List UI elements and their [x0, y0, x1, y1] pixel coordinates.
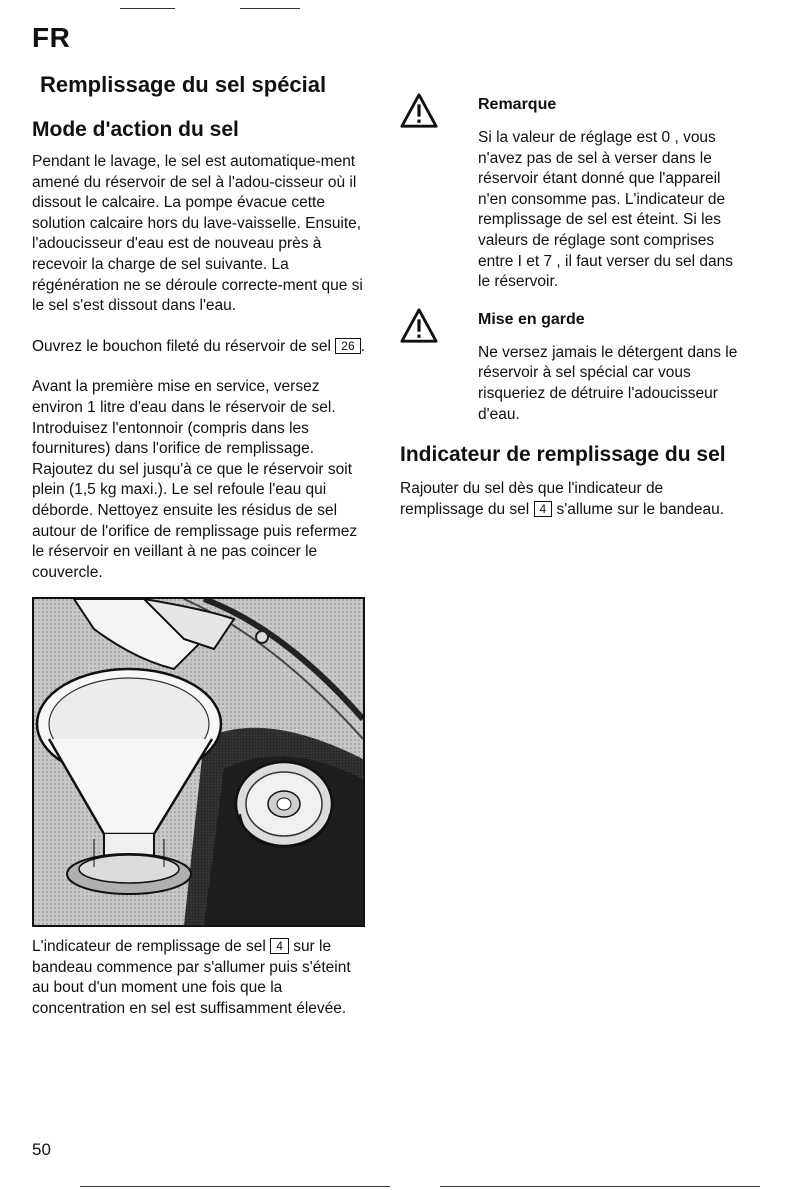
ref-box-4: 4 [270, 938, 289, 954]
indicator-text [400, 479, 740, 520]
paragraph-first-use: Avant la première mise en service, versez environ 1 litre d'eau dans le réservoir de sel. [32, 378, 336, 416]
paragraph-add-salt: Rajoutez du sel jusqu'à ce que le réservoir soit plein (1,5 kg maxi.). Le sel refoule l'eau qui déborde. Nettoyez ensuite les résidus de sel autour de l'orifice de remplissage puis refermez le réservoir en veillant à ne pas coincer le couvercle. [32, 460, 358, 581]
warning-triangle-icon [400, 92, 438, 130]
ref-box-26: 26 [335, 338, 360, 354]
remark-text: Si la valeur de réglage est 0 , vous n'avez pas de sel à verser dans le réservoir étant donné que l'appareil n'en consomme pas. L'indicateur de remplissage de sel est éteint. Si les valeurs de réglage sont comprises entre I et 7 , il faut verser du sel dans le réservoir. [478, 129, 734, 291]
funnel-drawing [34, 599, 363, 925]
language-code: FR [32, 22, 71, 53]
section-title: Remplissage du sel spécial [40, 72, 327, 97]
warning-text: Ne versez jamais le détergent dans le réservoir à sel spécial car vous risqueriez de détruire l'adoucisseur d'eau. [478, 343, 738, 423]
open-cap-text: Ouvrez le bouchon fileté du réservoir de sel [32, 337, 331, 355]
paragraph-mode-action: Pendant le lavage, le sel est automatique-ment amené du réservoir de sel à l'adou-cisseur où il dissout le calcaire. La pompe évacue cette solution calcaire hors du lave-vaisselle. Ensuite, l'adoucisseur d'eau est de nouveau près à recevoir la charge de sel suivante. La régénération ne se déroule correcte-ment que si le sel s'est dissout dans l'eau. [32, 153, 363, 315]
ref-box-4-right: 4 [534, 501, 553, 517]
remark-title: Remarque [478, 96, 557, 113]
warning-title: Mise en garde [478, 310, 585, 328]
bottom-rule-2 [440, 1186, 760, 1187]
bottom-rule-1 [80, 1186, 390, 1187]
indicator-text-b: s'allume sur le bandeau. [556, 500, 725, 518]
page-number: 50 [32, 1140, 51, 1159]
warning-block [400, 311, 740, 425]
salt-funnel-illustration [32, 597, 365, 927]
indicator-behavior-text-a: L'indicateur de remplissage de sel [32, 938, 266, 956]
paragraph-open-cap [32, 337, 372, 358]
top-rule-1 [120, 8, 175, 9]
paragraph-funnel: Introduisez l'entonnoir (compris dans les fournitures) dans l'orifice de remplissage. [32, 419, 315, 458]
indicator-title: Indicateur de remplissage du sel [400, 443, 726, 467]
warning-triangle-icon [400, 307, 438, 345]
indicator-text-a: Rajouter du sel dès que l'indicateur de remplissage du sel [400, 480, 664, 518]
subsection-title: Mode d'action du sel [32, 118, 239, 141]
top-rule-2 [240, 8, 300, 9]
remark-block [400, 96, 740, 293]
right-column [400, 88, 740, 520]
open-cap-end: . [360, 337, 365, 355]
left-column [32, 118, 372, 1020]
indicator-behavior-text-b: sur le bandeau commence par s'allumer puis s'éteint au bout d'un moment une fois que la concentration en sel est suffisamment élevée. [32, 938, 351, 1018]
paragraph-indicator-behavior [32, 937, 372, 1019]
